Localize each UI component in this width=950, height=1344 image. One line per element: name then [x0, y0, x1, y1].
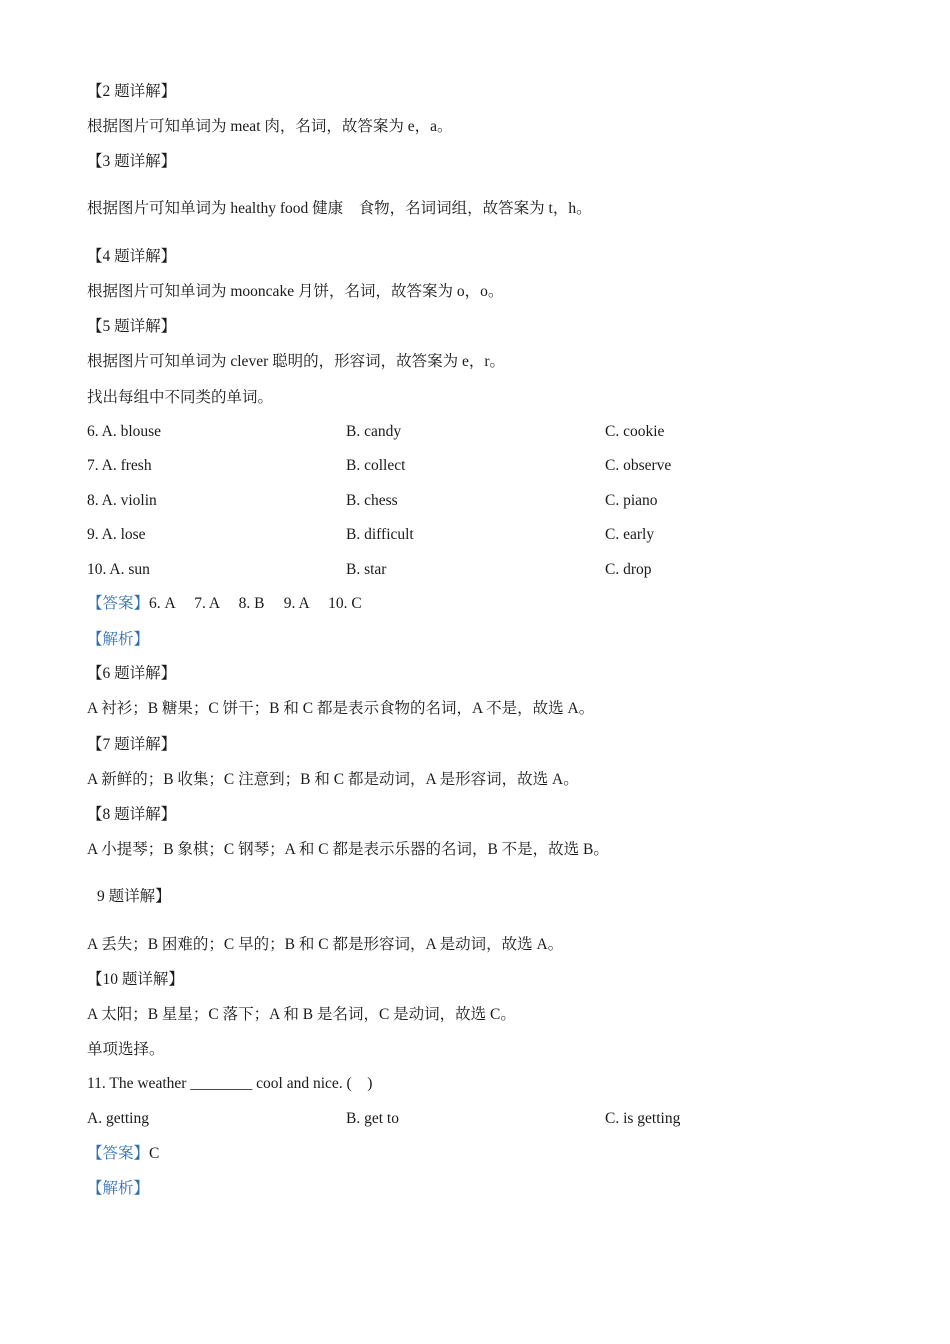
option-c: C. piano [605, 492, 658, 509]
q7-heading: 【7 题详解】 [87, 736, 177, 753]
answer-text: 6. A 7. A 8. B 9. A 10. C [149, 595, 362, 612]
option-a: 7. A. fresh [87, 457, 152, 474]
option-a: 9. A. lose [87, 526, 146, 543]
q9-heading: 9 题详解】 [97, 888, 171, 905]
q6-explanation: A 衬衫；B 糖果；C 饼干；B 和 C 都是表示食物的名词，A 不是，故选 A。 [87, 700, 595, 717]
option-a: 10. A. sun [87, 561, 150, 578]
q3-heading: 【3 题详解】 [87, 153, 177, 170]
option-b: B. collect [346, 457, 406, 474]
option-b: B. difficult [346, 526, 414, 543]
q10-heading: 【10 题详解】 [87, 971, 184, 988]
option-b: B. star [346, 561, 387, 578]
answer-text: C [149, 1145, 160, 1162]
option-c: C. is getting [605, 1110, 681, 1127]
option-a: 8. A. violin [87, 492, 157, 509]
answer-label: 【答案】 [87, 595, 150, 612]
q2-explanation: 根据图片可知单词为 meat 肉，名词，故答案为 e，a。 [87, 118, 453, 135]
part3-instruction: 单项选择。 [87, 1041, 165, 1058]
q11-answer-line [87, 1144, 159, 1164]
q3-explanation: 根据图片可知单词为 healthy food 健康 食物，名词词组，故答案为 t，h。 [87, 200, 592, 217]
option-c: C. drop [605, 561, 652, 578]
option-c: C. cookie [605, 423, 665, 440]
answer-line [87, 594, 362, 614]
q2-heading: 【2 题详解】 [87, 83, 177, 100]
option-c: C. observe [605, 457, 672, 474]
q10-explanation: A 太阳；B 星星；C 落下；A 和 B 是名词，C 是动词，故选 C。 [87, 1006, 516, 1023]
q9-explanation: A 丢失；B 困难的；C 早的；B 和 C 都是形容词，A 是动词，故选 A。 [87, 936, 564, 953]
q4-explanation: 根据图片可知单词为 mooncake 月饼，名词，故答案为 o，o。 [87, 283, 504, 300]
q8-heading: 【8 题详解】 [87, 806, 177, 823]
option-a: A. getting [87, 1110, 149, 1127]
q11-analysis-label: 【解析】 [87, 1180, 150, 1197]
q11-question: 11. The weather ________ cool and nice. ( ) [87, 1075, 373, 1092]
answer-label: 【答案】 [87, 1145, 150, 1162]
q8-explanation: A 小提琴；B 象棋；C 钢琴；A 和 C 都是表示乐器的名词，B 不是，故选 B。 [87, 841, 609, 858]
q5-heading: 【5 题详解】 [87, 318, 177, 335]
q5-explanation: 根据图片可知单词为 clever 聪明的，形容词，故答案为 e，r。 [87, 353, 506, 370]
part2-instruction: 找出每组中不同类的单词。 [87, 389, 274, 406]
option-c: C. early [605, 526, 655, 543]
option-b: B. get to [346, 1110, 399, 1127]
q6-heading: 【6 题详解】 [87, 665, 177, 682]
option-b: B. chess [346, 492, 398, 509]
q7-explanation: A 新鲜的；B 收集；C 注意到；B 和 C 都是动词，A 是形容词，故选 A。 [87, 771, 579, 788]
option-b: B. candy [346, 423, 402, 440]
analysis-label: 【解析】 [87, 631, 150, 648]
option-a: 6. A. blouse [87, 423, 162, 440]
q4-heading: 【4 题详解】 [87, 248, 177, 265]
